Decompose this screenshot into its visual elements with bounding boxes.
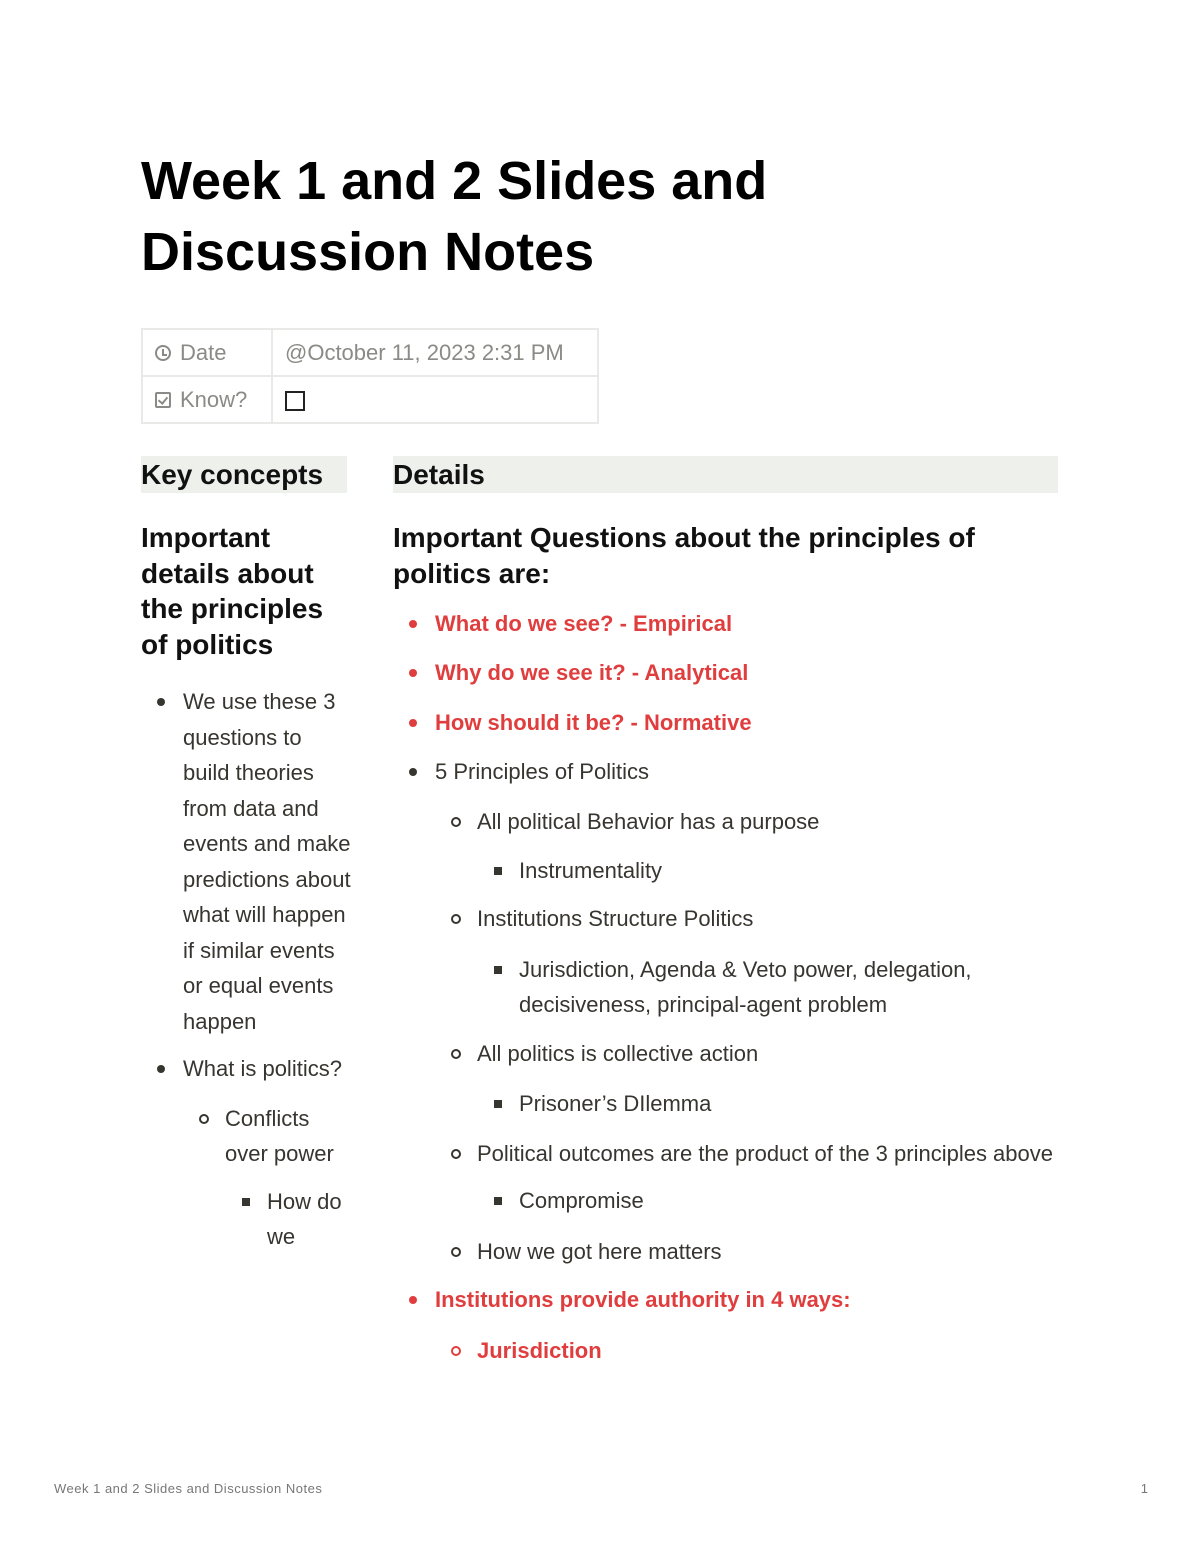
institutions-item: Institutions provide authority in 4 ways: Jurisdiction (393, 1282, 1058, 1368)
bullet-icon (157, 1065, 165, 1073)
bullet-icon (409, 719, 417, 727)
property-row-date (142, 329, 598, 376)
bullet-icon (409, 768, 417, 776)
date-label: Date (180, 339, 227, 365)
question-analytical: Why do we see it? - Analytical (393, 655, 1058, 691)
circle-bullet-icon (451, 1247, 461, 1257)
list-item: Jurisdiction, Agenda & Veto power, delegation, decisiveness, principal-agent problem (477, 952, 1058, 1023)
bullet-icon (157, 698, 165, 706)
details-header: Details (393, 456, 1058, 493)
footer-title: Week 1 and 2 Slides and Discussion Notes (54, 1481, 323, 1496)
property-label-know (142, 376, 272, 423)
list-item: Compromise (477, 1183, 1058, 1219)
principle-1: All political Behavior has a purpose Instrumentality (435, 804, 1058, 888)
bullet-icon (409, 620, 417, 628)
square-bullet-icon (494, 1100, 502, 1108)
circle-bullet-icon (451, 1049, 461, 1059)
principles-list (435, 804, 1058, 1269)
know-label: Know? (180, 386, 248, 412)
principle-3: All politics is collective action Prisoner’s DIlemma (435, 1036, 1058, 1122)
details-list (393, 606, 1058, 1368)
circle-bullet-icon (451, 1149, 461, 1159)
key-concepts-heading: Important details about the principles of politics (141, 522, 324, 660)
details-heading: Important Questions about the principles of politics are: (393, 522, 975, 589)
know-value-cell (272, 376, 598, 423)
institution-jurisdiction: Jurisdiction (435, 1333, 1058, 1369)
square-bullet-icon (494, 1197, 502, 1205)
square-bullet-icon (494, 867, 502, 875)
circle-bullet-icon (451, 817, 461, 827)
property-label-date (142, 329, 272, 376)
principle-1-details (477, 853, 1058, 889)
principle-4: Political outcomes are the product of the 3 principles above Compromise (435, 1136, 1058, 1219)
principle-2: Institutions Structure Politics Jurisdiction, Agenda & Veto power, delegation, decisiveness, principal-agent problem (435, 901, 1058, 1023)
sub-sub-list (225, 1184, 353, 1255)
property-row-know (142, 376, 598, 423)
circle-bullet-icon (451, 914, 461, 924)
checkbox-icon (155, 392, 171, 408)
list-item: Prisoner’s DIlemma (477, 1086, 1058, 1122)
list-item: We use these 3 questions to build theories from data and events and make predictions about what will happen if similar events or equal events happen (141, 684, 353, 1039)
details-column (393, 520, 1058, 1368)
circle-bullet-icon (199, 1114, 209, 1124)
question-empirical: What do we see? - Empirical (393, 606, 1058, 642)
list-item: Instrumentality (477, 853, 1058, 889)
page-title: Week 1 and 2 Slides and Discussion Notes (141, 151, 768, 282)
key-concepts-header: Key concepts (141, 456, 347, 493)
principles-item: 5 Principles of Politics All political Behavior has a purpose Instrumentality Institutions Structure Politics Jurisdiction, Agenda & Veto power, delegation, decisiveness, principal-agent problem All politics is collective action Prisoner’s DIlemma Political outcomes are the product of the 3 principles above Compromise How we got here matters (393, 754, 1058, 1270)
key-concepts-list (141, 684, 353, 1255)
key-concepts-column (141, 520, 353, 1255)
bullet-icon (409, 1296, 417, 1304)
sub-list (183, 1101, 353, 1255)
circle-bullet-icon (451, 1346, 461, 1356)
principle-4-details (477, 1183, 1058, 1219)
square-bullet-icon (242, 1198, 250, 1206)
list-item: What is politics? Conflicts over power How do we (141, 1051, 353, 1255)
principle-3-details (477, 1086, 1058, 1122)
bullet-icon (409, 669, 417, 677)
principle-5: How we got here matters (435, 1234, 1058, 1270)
know-checkbox[interactable] (285, 391, 305, 411)
date-value[interactable]: @October 11, 2023 2:31 PM (272, 329, 598, 376)
institutions-list (435, 1333, 1058, 1369)
page-number: 1 (1140, 1481, 1148, 1496)
principle-2-details (477, 952, 1058, 1023)
clock-icon (155, 345, 171, 361)
properties-table (141, 328, 599, 424)
list-item: How do we (225, 1184, 353, 1255)
question-normative: How should it be? - Normative (393, 705, 1058, 741)
list-item: Conflicts over power How do we (183, 1101, 353, 1255)
square-bullet-icon (494, 966, 502, 974)
